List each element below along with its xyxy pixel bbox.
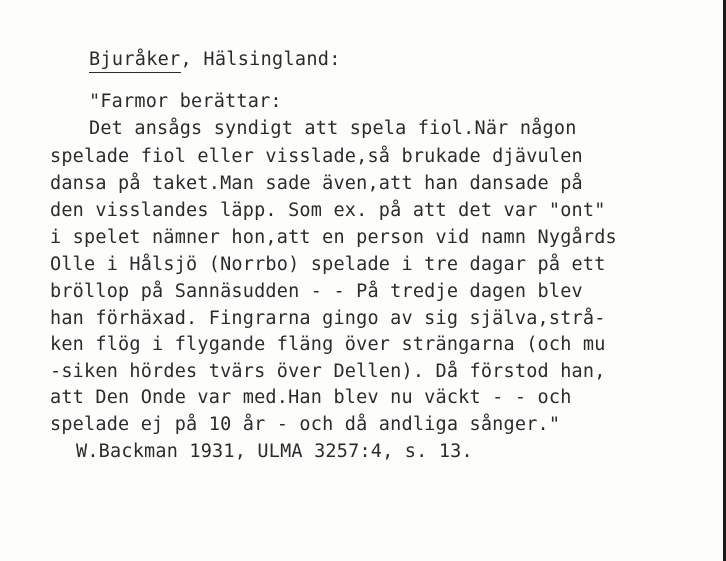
text-line-4: den visslandes läpp. Som ex. på att det var "ont" [50, 200, 606, 221]
text-line-8: han förhäxad. Fingrarna gingo av sig själva,strå- [50, 308, 606, 329]
text-line-5: i spelet nämner hon,att en person vid namn Nygårds [50, 227, 617, 248]
text-line-11: att Den Onde var med.Han blev nu väckt - - och [50, 387, 572, 408]
text-line-1: Det ansågs syndigt att spela fiol.När någon [89, 118, 577, 139]
heading-region: , Hälsingland: [180, 49, 341, 70]
text-line-7: bröllop på Sannäsudden - - På tredje dagen blev [50, 281, 583, 302]
heading-place-name: Bjuråker [89, 49, 181, 73]
card-heading [89, 49, 341, 73]
text-line-2: spelade fiol eller visslade,så brukade djävulen [50, 146, 583, 167]
text-line-6: Olle i Hålsjö (Norrbo) spelade i tre dagar på ett [50, 254, 606, 275]
intro-line: "Farmor berättar: [89, 91, 282, 112]
text-line-12: spelade ej på 10 år - och då andliga sånger." [50, 414, 561, 435]
text-line-10: -siken hördes tvärs över Dellen). Då förstod han, [50, 361, 606, 382]
text-line-3: dansa på taket.Man sade även,att han dansade på [50, 173, 583, 194]
text-line-9: ken flög i flygande fläng över strängarna (och mu [50, 334, 606, 355]
source-citation: W.Backman 1931, ULMA 3257:4, s. 13. [76, 441, 473, 462]
